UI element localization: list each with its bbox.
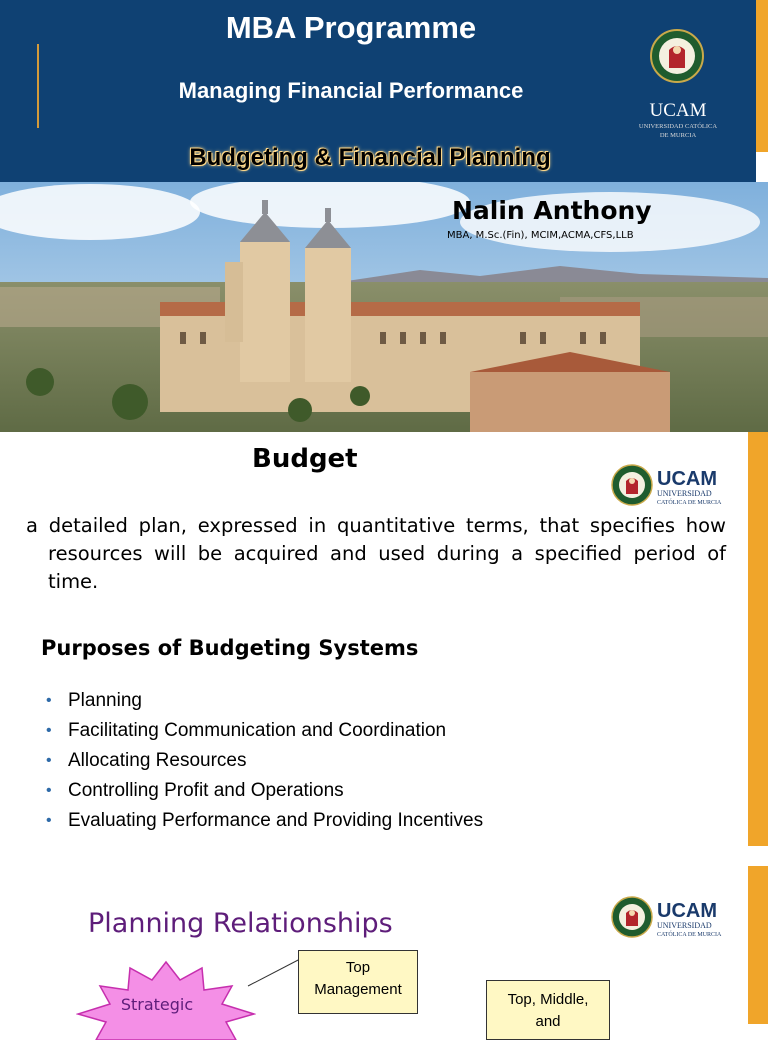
top-management-box: Top Management xyxy=(298,950,418,1014)
bullet-icon: • xyxy=(46,692,52,709)
list-item: • Allocating Resources xyxy=(46,746,483,776)
bullet-icon: • xyxy=(46,722,52,739)
purposes-heading: Purposes of Budgeting Systems xyxy=(41,636,419,660)
bullet-icon: • xyxy=(46,812,52,829)
presenter-name: Nalin Anthony xyxy=(452,196,652,225)
svg-text:UNIVERSIDAD: UNIVERSIDAD xyxy=(657,489,712,498)
ucam-logo xyxy=(610,458,730,512)
svg-text:UNIVERSIDAD: UNIVERSIDAD xyxy=(657,921,712,930)
course-title: Managing Financial Performance xyxy=(178,78,524,103)
logo-wordmark: UCAM xyxy=(657,900,717,922)
accent-stripe xyxy=(756,0,768,152)
title-slide xyxy=(0,0,768,432)
svg-text:UNIVERSIDAD CATÓLICA: UNIVERSIDAD CATÓLICA xyxy=(638,123,718,130)
svg-text:CATÓLICA DE MURCIA: CATÓLICA DE MURCIA xyxy=(657,500,722,506)
list-item: • Planning xyxy=(46,686,483,716)
management-levels-box: Top, Middle, and xyxy=(486,980,610,1040)
bullet-icon: • xyxy=(46,782,52,799)
budget-definition: a detailed plan, expressed in quantitative terms, that specifies how resources will be acquired and used during a specified period of time. xyxy=(26,514,726,593)
slide-heading: Planning Relationships xyxy=(88,908,393,939)
svg-text:CATÓLICA DE MURCIA: CATÓLICA DE MURCIA xyxy=(657,932,722,938)
budget-slide xyxy=(0,432,768,864)
list-item: • Facilitating Communication and Coordination xyxy=(46,716,483,746)
strategic-starburst xyxy=(76,960,256,1040)
connector-line xyxy=(246,956,306,988)
ucam-logo xyxy=(628,28,728,143)
planning-relationships-slide xyxy=(0,864,768,1030)
accent-stripe xyxy=(748,866,768,1024)
bullet-icon: • xyxy=(46,752,52,769)
list-item: • Controlling Profit and Operations xyxy=(46,776,483,806)
campus-photo xyxy=(0,182,768,432)
programme-title: MBA Programme xyxy=(225,10,477,45)
slide-heading: Budget xyxy=(252,444,358,474)
logo-wordmark: UCAM xyxy=(657,468,717,490)
logo-wordmark: UCAM xyxy=(649,100,707,121)
accent-stripe xyxy=(748,432,768,846)
svg-text:DE MURCIA: DE MURCIA xyxy=(659,132,697,139)
presenter-credentials: MBA, M.Sc.(Fin), MCIM,ACMA,CFS,LLB xyxy=(447,230,634,241)
ucam-logo xyxy=(610,890,730,944)
presentation-topic: Budgeting & Financial Planning xyxy=(189,144,551,171)
list-item: • Evaluating Performance and Providing Incentives xyxy=(46,806,483,836)
purposes-list xyxy=(46,686,483,836)
starburst-label: Strategic xyxy=(120,995,194,1014)
